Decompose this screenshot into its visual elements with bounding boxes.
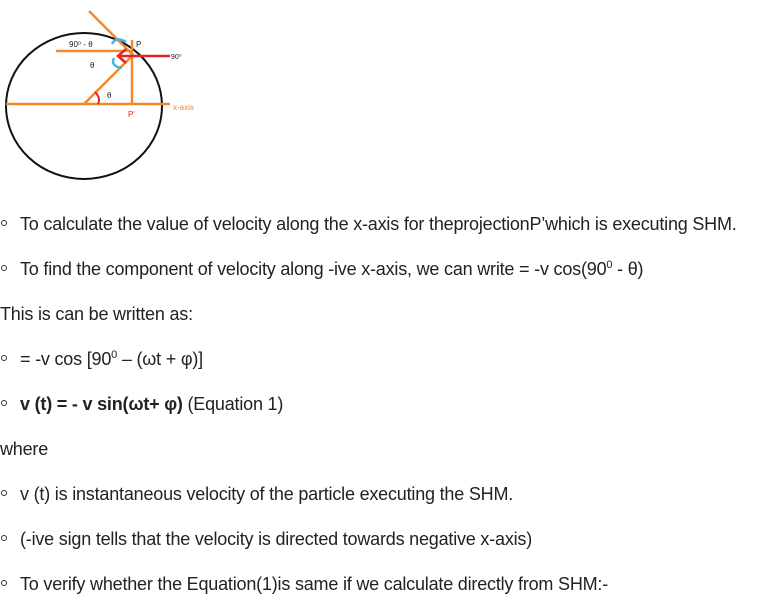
bullet-item-instantaneous-velocity [0,482,757,506]
shm-velocity-diagram [0,0,205,185]
bullet-marker [1,265,7,271]
bullet-marker [1,580,7,586]
label-theta-center: θ [107,91,112,100]
label-theta-inner: θ [90,61,95,70]
bullet-item-equation-1 [0,392,757,416]
label-90-minus-theta: 90⁰ - θ [69,40,93,49]
bullet-text: (-ive sign tells that the velocity is directed towards negative x-axis) [20,529,533,549]
paragraph-where [0,437,757,461]
label-x-axis: x-axis [173,103,194,112]
label-p-prime: P' [128,110,135,119]
bullet-item-negative-sign [0,527,757,551]
label-p: P [136,40,142,49]
bullet-item-cos-expression [0,347,757,371]
angle-arc-center [95,92,99,104]
bullet-marker [1,490,7,496]
paragraph-written-as [0,302,757,326]
bullet-item-component-velocity [0,257,757,281]
bullet-item-velocity-along-x [0,212,757,236]
label-90: 90⁰ [171,54,182,61]
bullet-text: To calculate the value of velocity along the x-axis for theprojectionP’which is executing SHM. [20,214,737,234]
bullet-marker [1,400,7,406]
bullet-text: v (t) is instantaneous velocity of the particle executing the SHM. [20,484,514,504]
bullet-text: To verify whether the Equation(1)is same if we calculate directly from SHM:- [20,574,609,594]
paragraph-text: where [0,439,49,459]
bullet-marker [1,220,7,226]
bullet-item-verify-equation [0,572,757,596]
bullet-text: = -v $\cos [90^0 - (\omega t + \varphi)]$ [20,349,203,369]
paragraph-text: This is can be written as: [0,304,193,324]
bullet-marker [1,355,7,361]
bullet-text: To find the component of velocity along -ive x-axis, we can write = -v $\cos(90^0 - \theta)$ [20,259,644,279]
bullet-text: v (t) = - v sin(ωt+ φ) (Equation 1) [20,394,284,414]
bullet-marker [1,535,7,541]
